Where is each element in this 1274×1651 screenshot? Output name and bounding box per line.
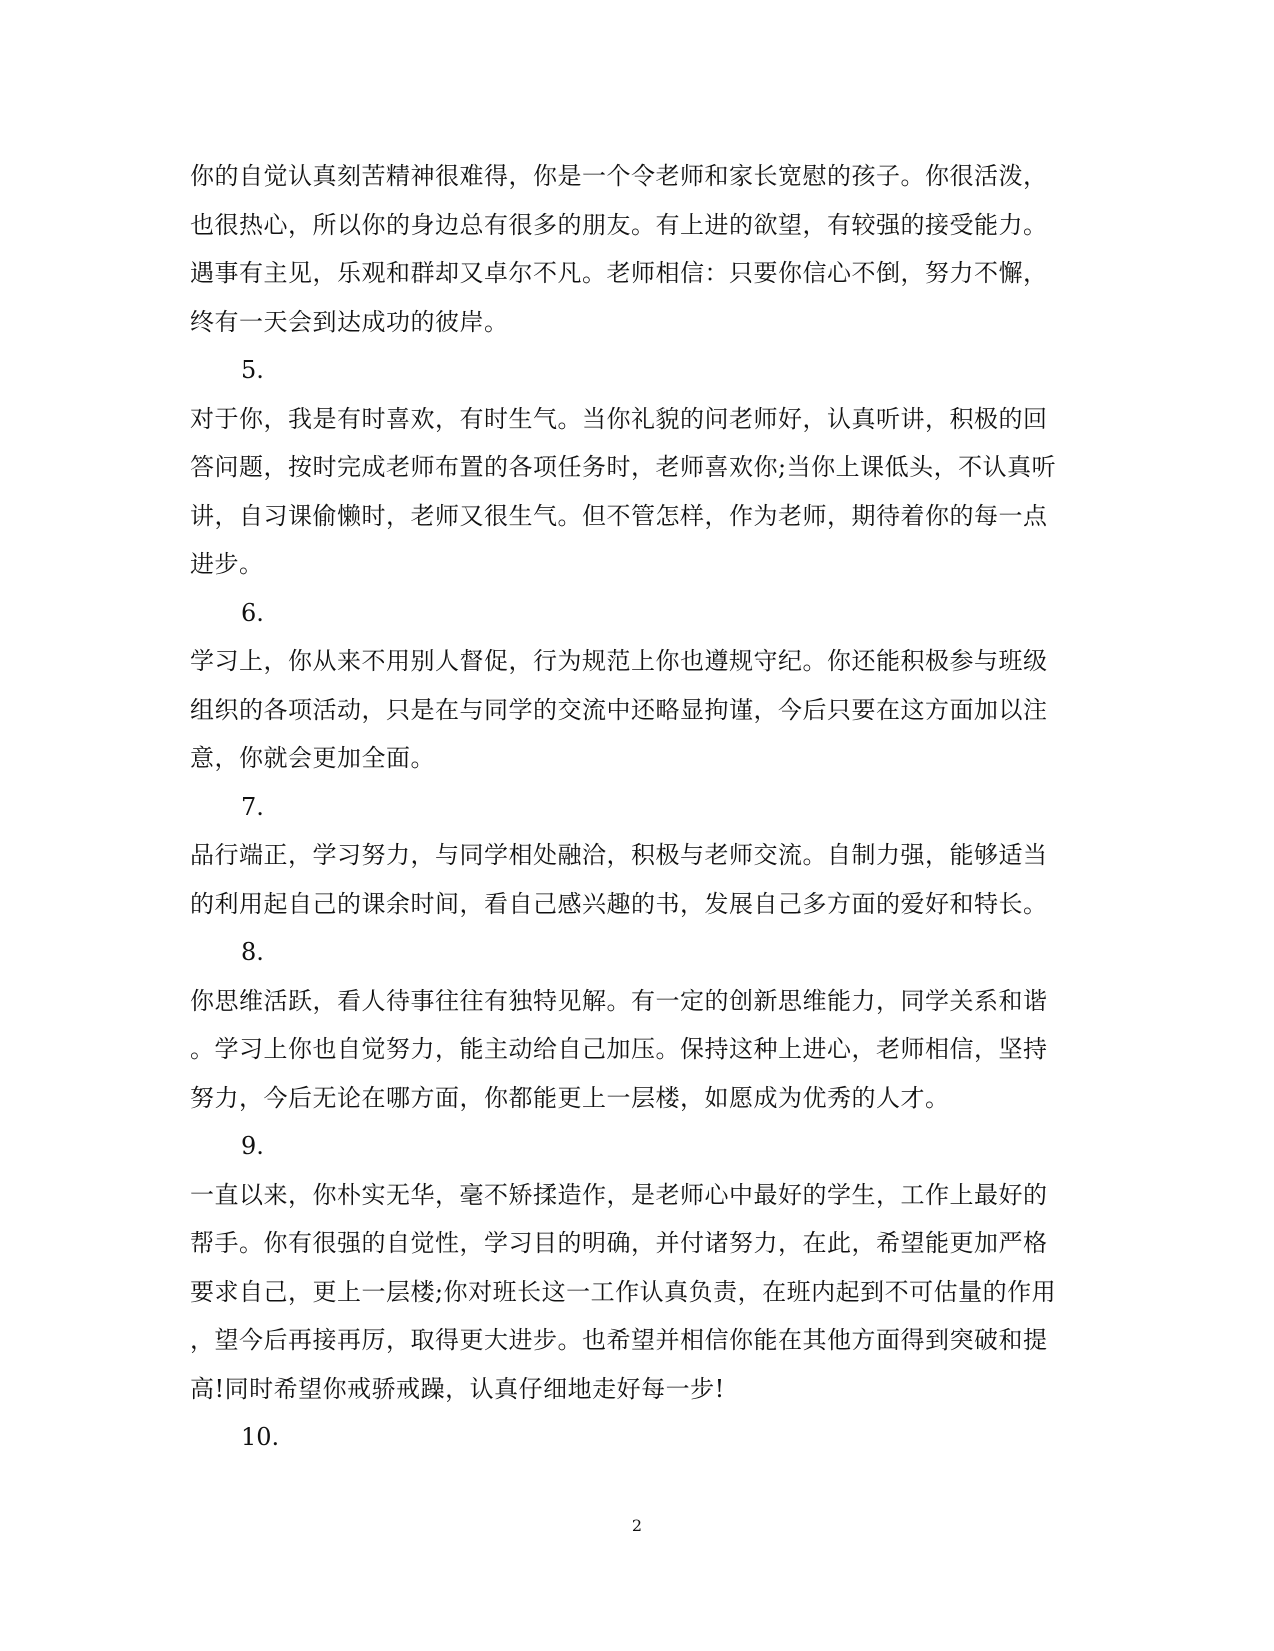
document-body [190, 152, 1090, 1462]
paragraph-line: 学习上，你从来不用别人督促，行为规范上你也遵规守纪。你还能积极参与班级 [190, 647, 1048, 675]
paragraph-line: 。学习上你也自觉努力，能主动给自己加压。保持这种上进心，老师相信，坚持 [190, 1035, 1048, 1063]
paragraph-line: ，望今后再接再厉，取得更大进步。也希望并相信你能在其他方面得到突破和提 [190, 1326, 1048, 1354]
paragraph-line: 答问题，按时完成老师布置的各项任务时，老师喜欢你;当你上课低头，不认真听 [190, 453, 1057, 481]
paragraph-line: 努力，今后无论在哪方面，你都能更上一层楼，如愿成为优秀的人才。 [190, 1083, 950, 1112]
paragraph-line: 的利用起自己的课余时间，看自己感兴趣的书，发展自己多方面的爱好和特长。 [190, 889, 1048, 918]
item-number: 10. [241, 1423, 280, 1451]
page-number: 2 [631, 1516, 643, 1535]
item-number: 8. [241, 938, 264, 966]
paragraph-line: 你思维活跃，看人待事往往有独特见解。有一定的创新思维能力，同学关系和谐 [190, 986, 1048, 1015]
paragraph-line: 也很热心，所以你的身边总有很多的朋友。有上进的欲望，有较强的接受能力。 [190, 210, 1048, 239]
paragraph-line: 高!同时希望你戒骄戒躁，认真仔细地走好每一步! [190, 1374, 725, 1403]
item-number: 7. [241, 792, 264, 821]
paragraph-line: 讲，自习课偷懒时，老师又很生气。但不管怎样，作为老师，期待着你的每一点 [190, 501, 1048, 530]
paragraph-line: 一直以来，你朴实无华，毫不矫揉造作，是老师心中最好的学生，工作上最好的 [190, 1180, 1048, 1209]
paragraph-line: 对于你，我是有时喜欢，有时生气。当你礼貌的问老师好，认真听讲，积极的回 [190, 404, 1048, 433]
item-number: 5. [241, 356, 264, 384]
item-number: 6. [241, 598, 264, 627]
paragraph-line: 帮手。你有很强的自觉性，学习目的明确，并付诸努力，在此，希望能更加严格 [190, 1229, 1048, 1257]
paragraph-line: 要求自己，更上一层楼;你对班长这一工作认真负责，在班内起到不可估量的作用 [190, 1277, 1057, 1306]
paragraph-line: 你的自觉认真刻苦精神很难得，你是一个令老师和家长宽慰的孩子。你很活泼， [190, 162, 1048, 190]
paragraph-line: 终有一天会到达成功的彼岸。 [190, 307, 509, 336]
paragraph-line: 意，你就会更加全面。 [190, 744, 435, 772]
paragraph-line: 组织的各项活动，只是在与同学的交流中还略显拘谨，今后只要在这方面加以注 [190, 695, 1048, 724]
paragraph-line: 进步。 [190, 550, 264, 578]
paragraph-line: 遇事有主见，乐观和群却又卓尔不凡。老师相信：只要你信心不倒，努力不懈， [190, 259, 1048, 287]
paragraph-line: 品行端正，学习努力，与同学相处融洽，积极与老师交流。自制力强，能够适当 [190, 841, 1048, 869]
item-number: 9. [241, 1132, 264, 1160]
